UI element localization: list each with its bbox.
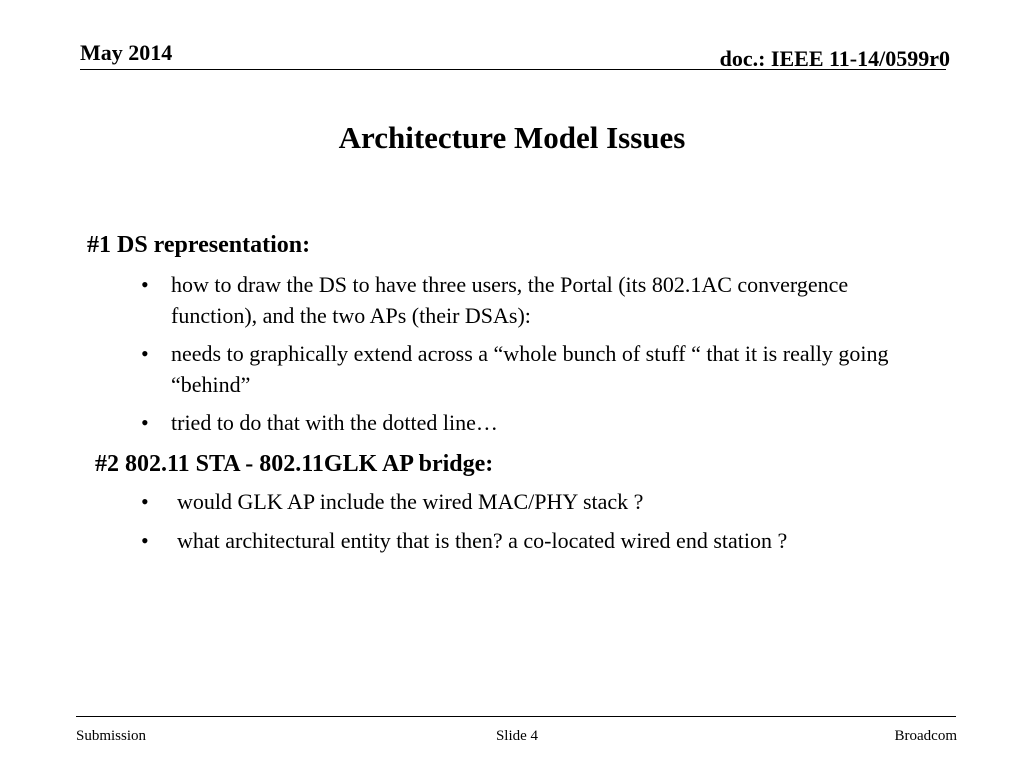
footer-divider (76, 716, 956, 717)
footer-slide-number: Slide 4 (495, 728, 539, 744)
section-heading-ds-representation: #1 DS representation: (87, 232, 311, 258)
bullet-icon: • (141, 341, 149, 366)
list-item-text: what architectural entity that is then? a co-located wired end station ? (177, 528, 788, 553)
list-item (141, 338, 901, 400)
bullet-icon: • (141, 528, 149, 553)
list-item (141, 525, 941, 556)
header-doc-id: doc.: IEEE 11-14/0599r0 (719, 46, 950, 71)
list-item-text: tried to do that with the dotted line… (171, 410, 498, 435)
list-item (141, 269, 901, 331)
slide-title: Architecture Model Issues (338, 120, 686, 155)
section-heading-sta-ap-bridge: #2 802.11 STA - 802.11GLK AP bridge: (95, 451, 494, 477)
list-item-text: how to draw the DS to have three users, the Portal (its 802.1AC convergence function), and the two APs (their DSAs): (171, 272, 849, 328)
bullet-icon: • (141, 410, 149, 435)
bullet-icon: • (141, 272, 149, 297)
header-divider (80, 69, 946, 70)
bullet-icon: • (141, 489, 149, 514)
list-item (141, 486, 921, 517)
list-item-text: would GLK AP include the wired MAC/PHY stack ? (177, 489, 644, 514)
header-date: May 2014 (80, 40, 173, 65)
list-item (141, 407, 901, 438)
list-item-text: needs to graphically extend across a “whole bunch of stuff “ that it is really going “behind” (171, 341, 889, 397)
footer-company: Broadcom (894, 728, 957, 744)
footer-submission: Submission (76, 728, 147, 744)
